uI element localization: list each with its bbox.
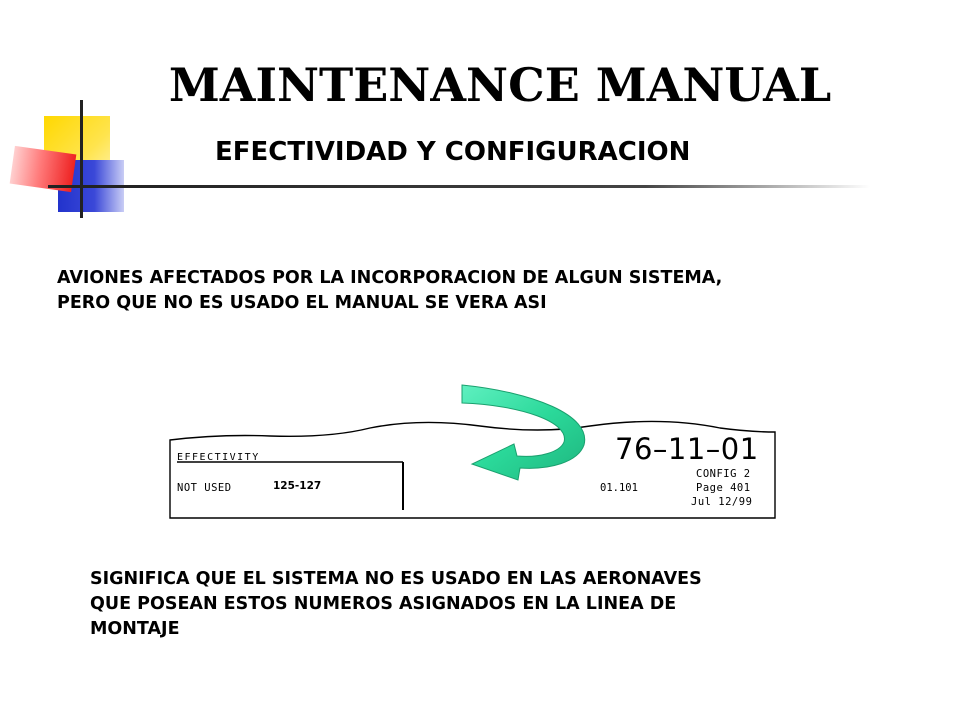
explanation-line: SIGNIFICA QUE EL SISTEMA NO ES USADO EN LAS AERONAVES — [90, 569, 702, 589]
explanation-line: MONTAJE — [90, 619, 180, 639]
page-subtitle: EFECTIVIDAD Y CONFIGURACION — [215, 137, 691, 167]
intro-line: AVIONES AFECTADOS POR LA INCORPORACION DE ALGUN SISTEMA, — [57, 268, 723, 288]
not-used-label: NOT USED — [177, 482, 232, 494]
chapter-number: 76–11–01 — [615, 432, 759, 466]
aircraft-range: 125-127 — [273, 480, 322, 492]
intro-line: PERO QUE NO ES USADO EL MANUAL SE VERA ASI — [57, 293, 547, 313]
config-label: CONFIG 2 — [696, 468, 751, 480]
explanation-line: QUE POSEAN ESTOS NUMEROS ASIGNADOS EN LA LINEA DE — [90, 594, 677, 614]
logo-vertical-line — [80, 100, 83, 218]
page-title: MAINTENANCE MANUAL — [168, 58, 832, 112]
title-divider — [120, 185, 870, 188]
intro-paragraph — [57, 266, 722, 316]
logo-horizontal-line — [48, 185, 128, 188]
manual-page-figure — [160, 370, 785, 530]
section-code: 01.101 — [600, 482, 638, 494]
revision-date: Jul 12/99 — [691, 496, 753, 508]
page-label: Page 401 — [696, 482, 751, 494]
explanation-paragraph — [90, 567, 702, 642]
effectivity-label: EFFECTIVITY — [177, 452, 260, 463]
